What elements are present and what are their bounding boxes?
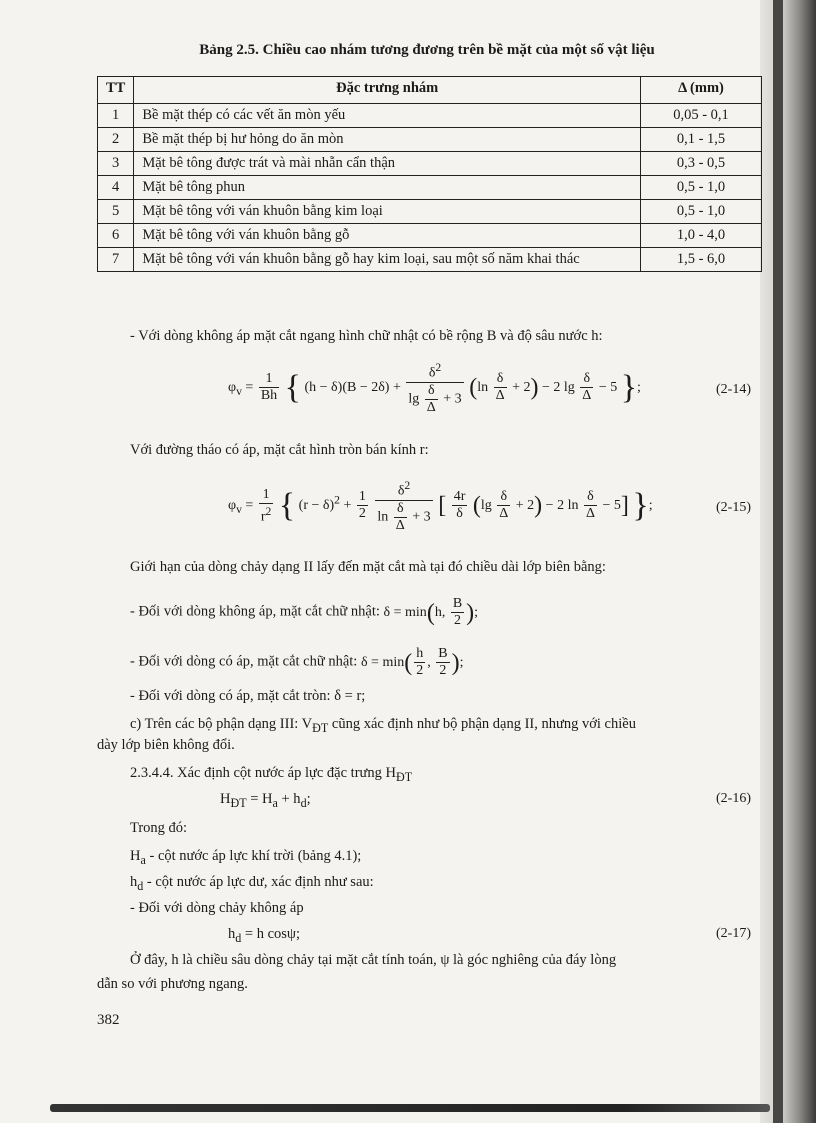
section-heading-text: 2.3.4.4. Xác định cột nước áp lực đặc trưng H: [130, 765, 396, 781]
equation-number: (2-17): [716, 926, 751, 941]
equation-2-16: $H_{ĐT} = H_a + h_d$;: [220, 791, 311, 810]
table-row: [98, 104, 762, 128]
table-row: [98, 152, 762, 176]
table-row: [98, 200, 762, 224]
paragraph-open-channel: - Với dòng không áp mặt cắt ngang hình chữ nhật có bề rộng B và độ sâu nước h:: [130, 328, 603, 344]
paragraph-explanation-cont: dẫn so với phương ngang.: [97, 976, 248, 992]
case-3-formula: δ = r;: [334, 688, 366, 704]
book-gutter-shadow: [760, 0, 816, 1123]
paragraph-section-c-cont: dày lớp biên không đổi.: [97, 737, 235, 753]
table-row: [98, 248, 762, 272]
section-heading-sub: ĐT: [396, 769, 413, 784]
equation-number: (2-16): [716, 791, 751, 806]
equation-2-14: $\varphi_v$ = $\frac{1}{Bh}$ { (h − δ)(B − 2δ) + $\delta^2$ lg $\frac{\delta}{\Delta}$ + 3 (ln $\frac{\delta}{\Delta}$ + 2) − 2 lg $\frac{\delta}{\Delta}$ − 5 };: [228, 361, 641, 415]
table-row: [98, 224, 762, 248]
case-3-label: - Đối với dòng có áp, mặt cắt tròn:: [130, 688, 331, 704]
cell-val: 0,5 - 1,0: [641, 200, 762, 224]
paragraph-pressure-pipe: Với đường tháo có áp, mặt cắt hình tròn bán kính r:: [130, 442, 429, 458]
paragraph-case-1: [130, 596, 478, 629]
cell-desc: Mặt bê tông với ván khuôn bằng kim loại: [134, 200, 641, 224]
section-c-text: c) Trên các bộ phận dạng III: V: [130, 716, 313, 732]
bottom-edge-shadow: [50, 1104, 770, 1112]
section-c-sub: ĐT: [312, 720, 329, 735]
book-spine-band: [773, 0, 783, 1123]
paragraph-case-2: [130, 646, 463, 679]
paragraph-explanation: Ở đây, h là chiều sâu dòng chảy tại mặt cắt tính toán, ψ là góc nghiêng của đáy lòng: [130, 952, 617, 968]
cell-val: 1,5 - 6,0: [641, 248, 762, 272]
case-1-label: - Đối với dòng không áp, mặt cắt chữ nhật:: [130, 603, 380, 620]
header-tt: TT: [98, 77, 134, 104]
cell-desc: Bề mặt thép có các vết ăn mòn yếu: [134, 104, 641, 128]
page-number: 382: [97, 1012, 120, 1028]
cell-tt: 1: [98, 104, 134, 128]
equation-2-15: $\varphi_v$ = $\frac{1}{r^2}$ { $(r - \delta)^2$ + $\frac{1}{2}$ $\delta^2$ ln $\frac{\delta}{\Delta}$ + 3 [ $\frac{4r}{\delta}$ (lg $\frac{\delta}{\Delta}$ + 2) − 2 ln $\frac{\delta}{\Delta}$ − 5] };: [228, 479, 653, 533]
header-desc: Đặc trưng nhám: [134, 77, 641, 104]
cell-desc: Mặt bê tông với ván khuôn bằng gỗ hay kim loại, sau một số năm khai thác: [134, 248, 641, 272]
cell-desc: Mặt bê tông phun: [134, 176, 641, 200]
equation-number: (2-14): [716, 382, 751, 397]
section-c-text-2: cũng xác định như bộ phận dạng II, nhưng với chiều: [328, 716, 636, 732]
case-2-label: - Đối với dòng có áp, mặt cắt chữ nhật:: [130, 653, 358, 670]
equation-2-17: $h_d = h$ cosψ;: [228, 926, 301, 945]
cell-val: 1,0 - 4,0: [641, 224, 762, 248]
cell-tt: 5: [98, 200, 134, 224]
cell-val: 0,3 - 0,5: [641, 152, 762, 176]
roughness-table: [97, 76, 762, 272]
paragraph-hd: $h_d$ - cột nước áp lực dư, xác định như sau:: [130, 874, 374, 893]
cell-tt: 2: [98, 128, 134, 152]
table-header-row: [98, 77, 762, 104]
table-title: Bảng 2.5. Chiều cao nhám tương đương trên bề mặt của một số vật liệu: [199, 42, 655, 58]
cell-val: 0,1 - 1,5: [641, 128, 762, 152]
cell-val: 0,05 - 0,1: [641, 104, 762, 128]
table-row: [98, 176, 762, 200]
table-row: [98, 128, 762, 152]
cell-desc: Mặt bê tông được trát và mài nhẵn cẩn thận: [134, 152, 641, 176]
cell-tt: 7: [98, 248, 134, 272]
cell-desc: Mặt bê tông với ván khuôn bằng gỗ: [134, 224, 641, 248]
paragraph-where: Trong đó:: [130, 820, 188, 836]
cell-tt: 4: [98, 176, 134, 200]
paragraph-ha: $H_a$ - cột nước áp lực khí trời (bảng 4.1);: [130, 848, 362, 867]
cell-tt: 6: [98, 224, 134, 248]
cell-tt: 3: [98, 152, 134, 176]
case-2-formula: δ = min( $\frac{h}{2}$ , $\frac{B}{2}$ );: [360, 646, 464, 678]
section-heading-2-3-4-4: [130, 763, 412, 787]
paragraph-case-3: [130, 686, 365, 706]
cell-desc: Bề mặt thép bị hư hỏng do ăn mòn: [134, 128, 641, 152]
case-1-formula: δ = min(h, $\frac{B}{2}$ );: [383, 596, 479, 628]
header-delta: Δ (mm): [641, 77, 762, 104]
cell-val: 0,5 - 1,0: [641, 176, 762, 200]
equation-number: (2-15): [716, 500, 751, 515]
paragraph-boundary-layer: Giới hạn của dòng chảy dạng II lấy đến mặt cắt mà tại đó chiều dài lớp biên bằng:: [130, 559, 606, 575]
paragraph-free-flow: - Đối với dòng chảy không áp: [130, 900, 304, 916]
